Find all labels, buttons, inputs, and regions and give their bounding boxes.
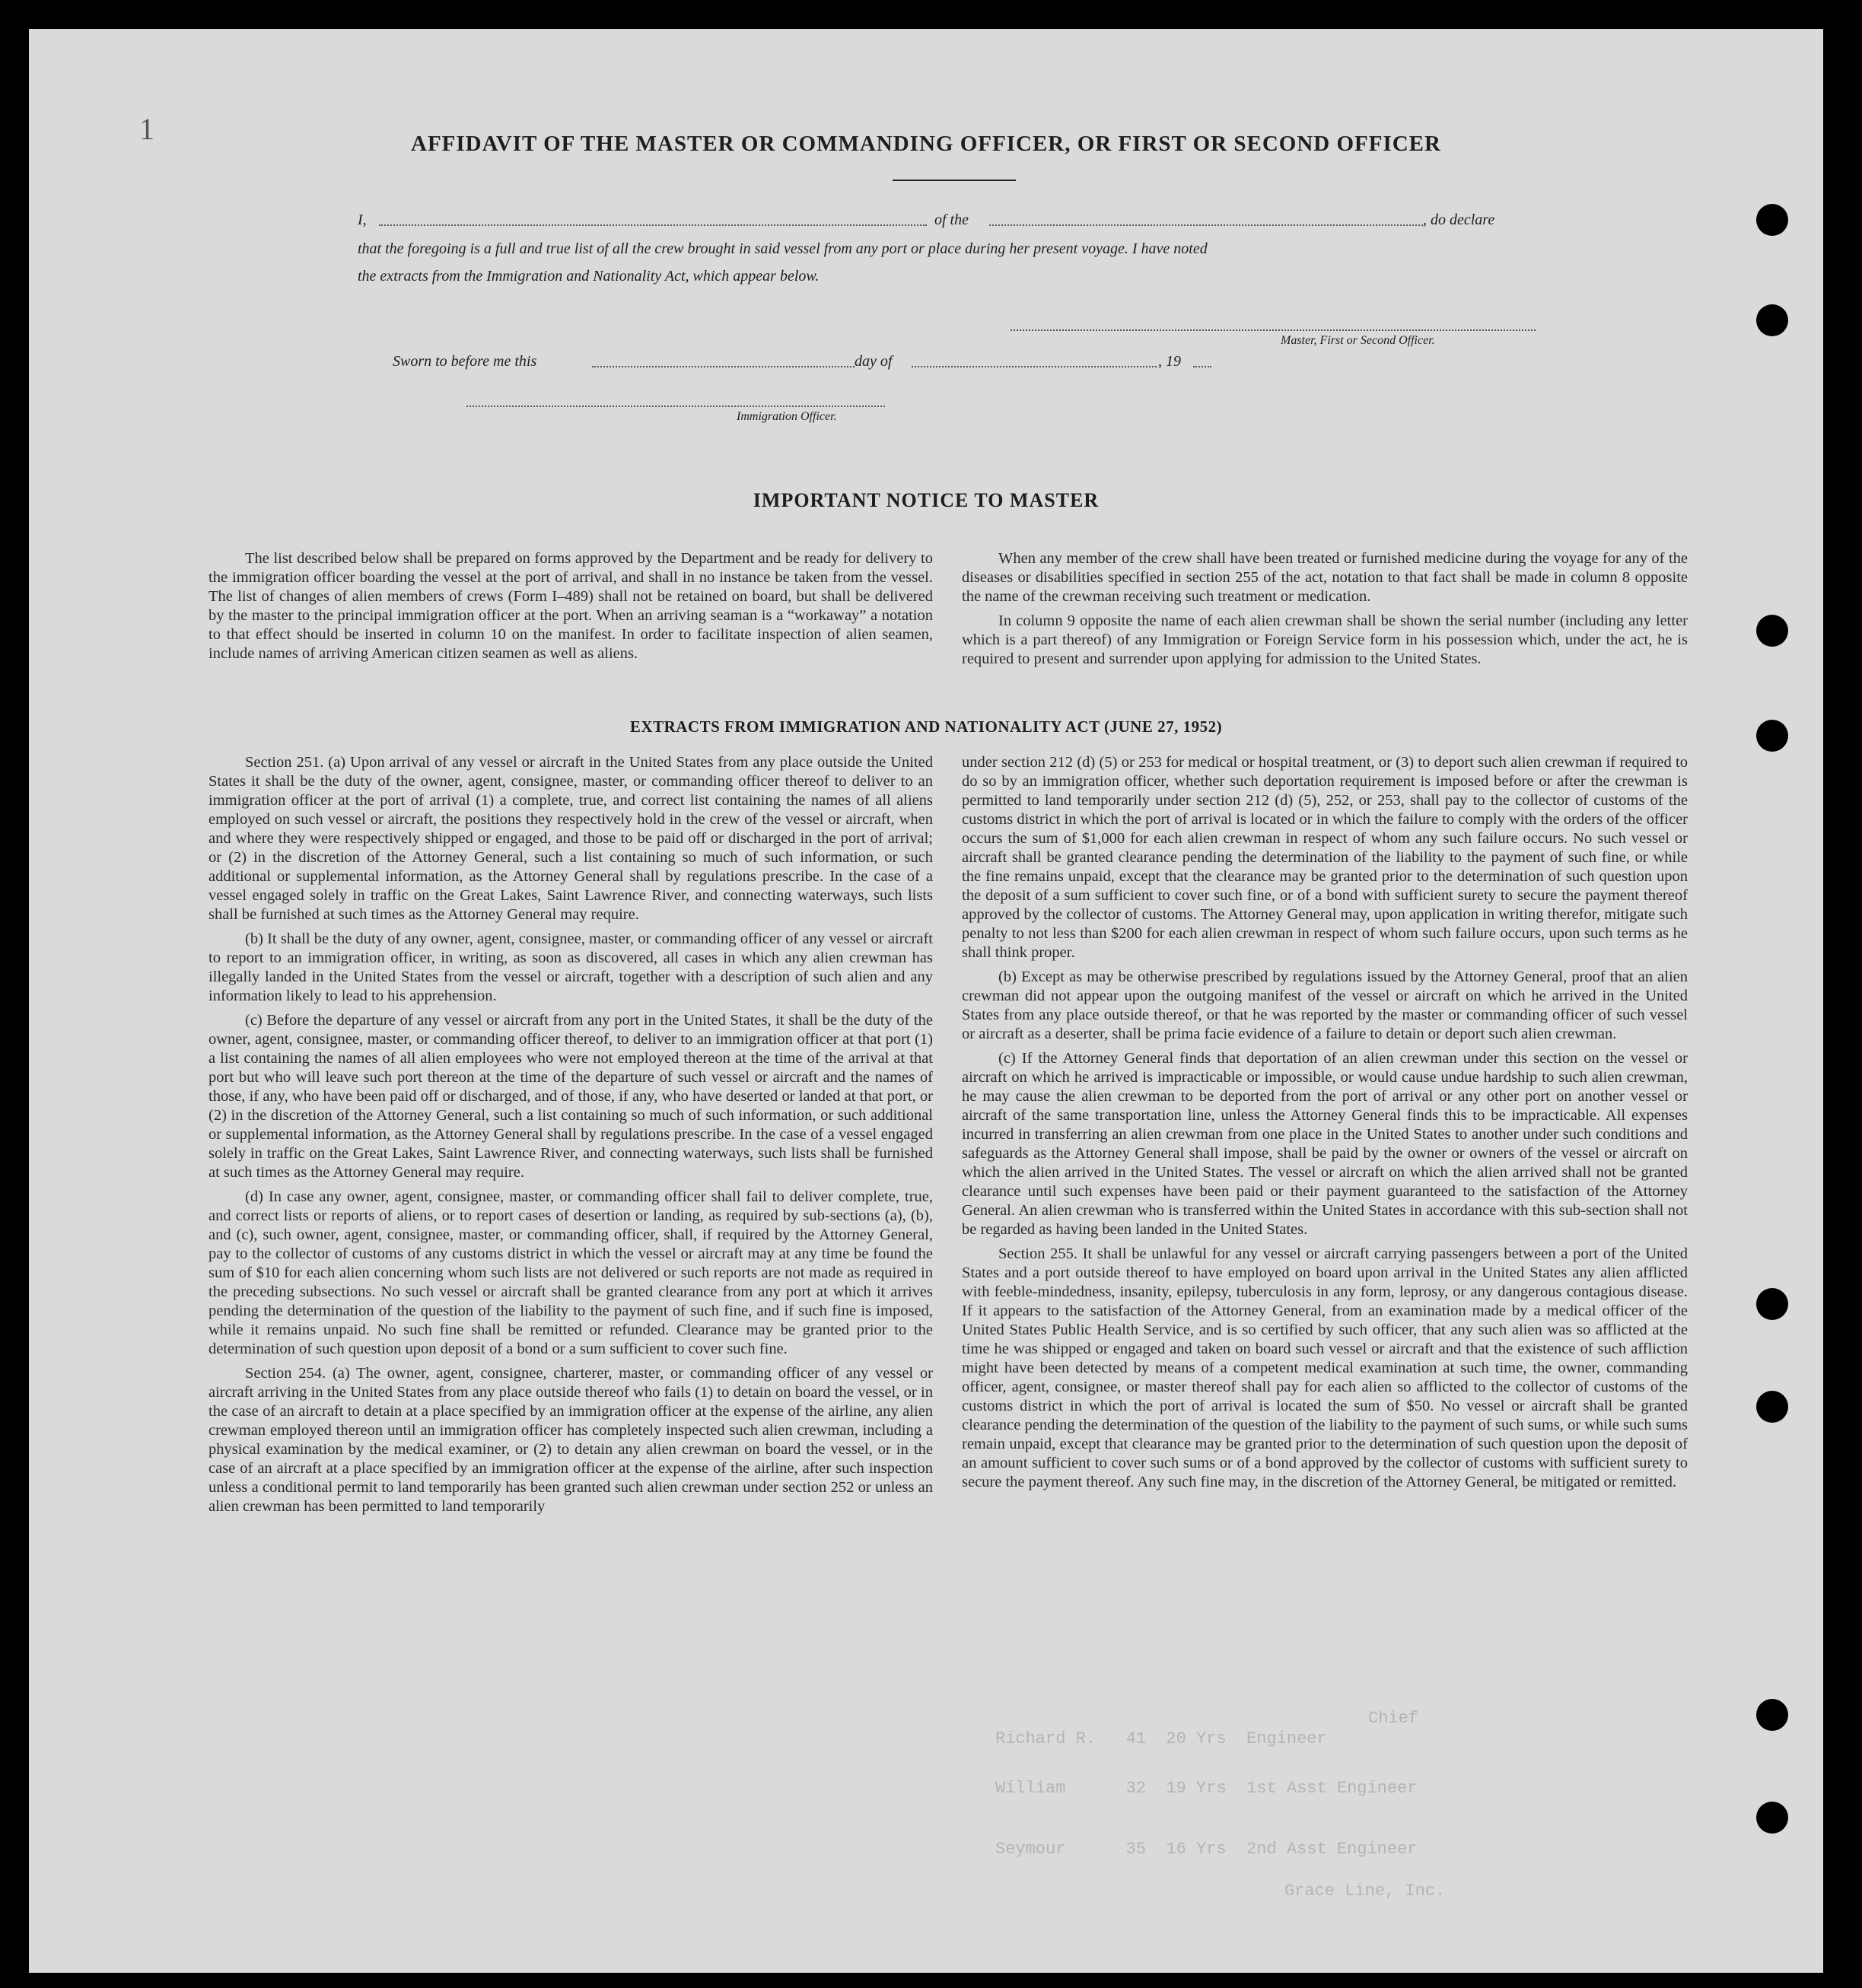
punch-hole bbox=[1756, 1391, 1788, 1423]
bleed-through-text: Chief bbox=[1368, 1709, 1419, 1728]
declaration-line: the extracts from the Immigration and Nationality Act, which appear below. bbox=[358, 268, 820, 285]
master-signature-field[interactable] bbox=[1011, 329, 1536, 331]
extracts-left-column bbox=[208, 753, 933, 1522]
bleed-through-text: Richard R. 41 20 Yrs Engineer bbox=[995, 1729, 1327, 1748]
bleed-through-text: William 32 19 Yrs 1st Asst Engineer bbox=[995, 1779, 1418, 1798]
year-label: , 19 bbox=[1158, 353, 1181, 370]
punch-hole bbox=[1756, 204, 1788, 236]
section-254-a-continued: under section 212 (d) (5) or 253 for medical or hospital treatment, or (3) to deport such alien crewman if required to do so by an immigration officer, whether such deportation requirement is imposed before or after the crewman is permitted to land temporarily under section 212 (d) (5), 252, or 253, shall pay to the collector of customs of the customs district in which the port of arrival is located or in which the failure to comply with the orders of the officer occurs the sum of $1,000 for each alien crewman in respect of whom any such failure occurs. No such vessel or aircraft shall be granted clearance pending the determination of the liability to the payment of such fine, or while the fine remains unpaid, except that the clearance may be granted prior to the determination of such question upon the deposit of a sum sufficient to cover such fine, or of a bond with sufficient surety to secure the payment thereof approved by the collector of customs. The Attorney General may, upon application in writing therefor, mitigate such penalty to not less than $200 for each alien crewman in respect of whom such failure occurs, upon such terms as he shall think proper. bbox=[962, 754, 1688, 961]
section-251-b: (b) It shall be the duty of any owner, agent, consignee, master, or commanding officer of any vessel or aircraft to report to an immigration officer, in writing, as soon as discovered, all cases in which any alien crewman has illegally landed in the United States from the vessel or aircraft, together with a description of such alien and any information likely to lead to his apprehension. bbox=[208, 930, 933, 1004]
section-255: Section 255. It shall be unlawful for any vessel or aircraft carrying passengers between a port of the United States and a port outside thereof to have employed on board upon arrival in the United States any alien afflicted with feeble-mindedness, insanity, epilepsy, tuberculosis in any form, leprosy, or any dangerous contagious disease. If it appears to the satisfaction of the Attorney General, from an examination made by a medical officer of the United States Public Health Service, and is so certified by such officer, that any such alien was so afflicted at the time he was shipped or engaged and taken on board such vessel or aircraft and that the existence of such affliction might have been detected by means of a competent medical examination at such time, the owner, commanding officer, agent, consignee, or master thereof shall pay for each alien so afflicted to the collector of customs of the customs district in which the port of arrival is located the sum of $50. No vessel or aircraft shall be granted clearance pending the determination of the question of the liability to the payment of such sums, or while such sums remain unpaid, except that clearance may be granted prior to the determination of such question upon the deposit of an amount sufficient to cover such sums or of a bond approved by the collector of customs with sufficient surety to secure the payment thereof. Any such fine may, in the discretion of the Attorney General, be mitigated or remitted. bbox=[962, 1245, 1688, 1490]
punch-hole bbox=[1756, 1802, 1788, 1834]
notice-paragraph: The list described below shall be prepared on forms approved by the Department and be ready for delivery to the immigration officer boarding the vessel at the port of arrival, and shall in no instance be taken from the vessel. The list of changes of alien members of crews (Form I–489) shall not be retained on board, but shall be delivered by the master to the principal immigration officer at the port. When an arriving seaman is a “workaway” a notation to that effect should be inserted in column 10 on the manifest. In order to facilitate inspection of alien seamen, include names of arriving American citizen seamen as well as aliens. bbox=[208, 550, 933, 662]
section-251-c: (c) Before the departure of any vessel or aircraft from any port in the United States, it shall be the duty of the owner, agent, consignee, master, or commanding officer thereof, to deliver to an immigration officer at that port (1) a list containing the names of all alien employees who were not employed thereon at the time of the arrival at that port but who will leave such port thereon at the time of the departure of such vessel or aircraft and the names of those, if any, who have been paid off or discharged, and of those, if any, who have deserted or landed at that port, or (2) in the discretion of the Attorney General, such a list containing so much of such information, or such additional or supplemental information, as the Attorney General shall by regulations prescribe. In the case of a vessel engaged solely in traffic on the Great Lakes, Saint Lawrence River, and connecting waterways, such lists shall be furnished at such times as the Attorney General may require. bbox=[208, 1012, 933, 1181]
section-251-d: (d) In case any owner, agent, consignee, master, or commanding officer shall fail to deliver complete, true, and correct lists or reports of aliens, or to report cases of desertion or landing, as required by sub-sections (a), (b), and (c), such owner, agent, consignee, master, or commanding officer, shall, if required by the Attorney General, pay to the collector of customs of any customs district in which the vessel or aircraft may at any time be found the sum of $10 for each alien concerning whom such lists are not delivered or such reports are not made as required in the preceding subsections. No such vessel or aircraft shall be granted clearance from any port at which it arrives pending the determination of the question of the liability to the payment of such fine, and if such fine is imposed, while it remains unpaid. No such fine shall be remitted or refunded. Clearance may be granted prior to the determination of such question upon deposit of a bond or a sum sufficient to cover such fine. bbox=[208, 1188, 933, 1357]
extracts-title: EXTRACTS FROM IMMIGRATION AND NATIONALITY ACT (JUNE 27, 1952) bbox=[629, 717, 1223, 736]
bleed-through-text: Grace Line, Inc. bbox=[1284, 1881, 1446, 1901]
section-254-b: (b) Except as may be otherwise prescribed by regulations issued by the Attorney General, proof that an alien crewman did not appear upon the outgoing manifest of the vessel or aircraft on which he arrived in the United States from any place outside thereof, or that he was reported by the master or commanding officer of such vessel or aircraft as a deserter, shall be prima facie evidence of a failure to detain or deport such alien crewman. bbox=[962, 969, 1688, 1042]
immigration-officer-label: Immigration Officer. bbox=[737, 410, 837, 423]
do-declare-label: , do declare bbox=[1423, 212, 1495, 228]
declarant-name-field[interactable] bbox=[379, 224, 927, 226]
master-signature-label: Master, First or Second Officer. bbox=[1281, 334, 1435, 347]
day-of-label: day of bbox=[855, 353, 893, 370]
margin-mark: 1 bbox=[139, 112, 154, 146]
section-254-c: (c) If the Attorney General finds that deportation of an alien crewman under this section on the vessel or aircraft on which he arrived is impracticable or impossible, or would cause undue hardship to such alien crewman, he may cause the alien crewman to be deported from the port of arrival or any other port on another vessel or aircraft of the same transportation line, unless the Attorney General finds this to be impracticable. All expenses incurred in transferring an alien crewman from one place in the United States to another under such conditions and safeguards as the Attorney General shall impose, shall be paid by the owner or owners of the vessel or aircraft on which the alien arrived in the United States. The vessel or aircraft on which the alien arrived shall not be granted clearance until such expenses have been paid or their payment guaranteed to the satisfaction of the Attorney General. An alien crewman who is transferred within the United States in accordance with this sub-section shall not be regarded as having been landed in the United States. bbox=[962, 1050, 1688, 1238]
declaration-line: that the foregoing is a full and true list of all the crew brought in said vessel from any port or place during her present voyage. I have noted bbox=[358, 240, 1208, 257]
section-251-a: Section 251. (a) Upon arrival of any vessel or aircraft in the United States from any place outside the United States it shall be the duty of the owner, agent, consignee, master, or commanding officer thereof to deliver to an immigration officer at the port of arrival (1) a complete, true, and correct list containing the names of all aliens employed on such vessel or aircraft, the positions they respectively hold in the crew of the vessel or aircraft, when and where they were respectively shipped or engaged, and those to be paid off or discharged in the port of arrival; or (2) in the discretion of the Attorney General, such a list containing so much of such information, or such additional or supplemental information, as the Attorney General shall by regulations prescribe. In the case of a vessel engaged solely in traffic on the Great Lakes, Saint Lawrence River, and connecting waterways, such lists shall be furnished at such times as the Attorney General may require. bbox=[208, 754, 933, 923]
affidavit-title: AFFIDAVIT OF THE MASTER OR COMMANDING OFFICER, OR FIRST OR SECOND OFFICER bbox=[411, 132, 1441, 156]
section-254-a: Section 254. (a) The owner, agent, consignee, charterer, master, or commanding officer of any vessel or aircraft arriving in the United States from any place outside thereof who fails (1) to detain on board the vessel, or in the case of an aircraft to detain at a place specified by an immigration officer at the expense of the airline, any alien crewman employed thereon until an immigration officer has completely inspected such alien crewman, including a physical examination by the medical examiner, or (2) to detain any alien crewman on board the vessel, or in the case of an aircraft at a place specified by an immigration officer at the expense of the airline, after such inspection unless a conditional permit to land temporarily has been granted such alien crewman under section 252 or unless an alien crewman has been permitted to land temporarily bbox=[208, 1365, 933, 1515]
sworn-year-field[interactable] bbox=[1193, 366, 1211, 367]
sworn-label: Sworn to before me this bbox=[393, 353, 537, 370]
form-page bbox=[29, 29, 1823, 1973]
sworn-month-field[interactable] bbox=[912, 366, 1157, 367]
notice-paragraph: When any member of the crew shall have been treated or furnished medicine during the voyage for any of the diseases or disabilities specified in section 255 of the act, notation to that fact shall be made in column 8 opposite the name of the crewman receiving such treatment or medication. bbox=[962, 550, 1688, 605]
notice-title: IMPORTANT NOTICE TO MASTER bbox=[753, 489, 1100, 511]
punch-hole bbox=[1756, 1699, 1788, 1731]
punch-hole bbox=[1756, 615, 1788, 647]
notice-right-column bbox=[962, 549, 1688, 674]
title-divider bbox=[893, 180, 1016, 181]
vessel-label: of the bbox=[934, 212, 969, 228]
notice-paragraph: In column 9 opposite the name of each alien crewman shall be shown the serial number (including any letter which is a part thereof) of any Immigration or Foreign Service form in his possession which, under the act, he is required to present and surrender upon applying for admission to the United States. bbox=[962, 612, 1688, 667]
sworn-day-field[interactable] bbox=[592, 366, 855, 367]
immigration-officer-signature-field[interactable] bbox=[466, 406, 885, 407]
extracts-right-column bbox=[962, 753, 1688, 1497]
bleed-through-text: Seymour 35 16 Yrs 2nd Asst Engineer bbox=[995, 1840, 1418, 1859]
punch-hole bbox=[1756, 304, 1788, 336]
vessel-name-field[interactable] bbox=[989, 224, 1423, 226]
notice-left-column bbox=[208, 549, 933, 669]
declarant-label: I, bbox=[358, 212, 367, 228]
punch-hole bbox=[1756, 1288, 1788, 1320]
